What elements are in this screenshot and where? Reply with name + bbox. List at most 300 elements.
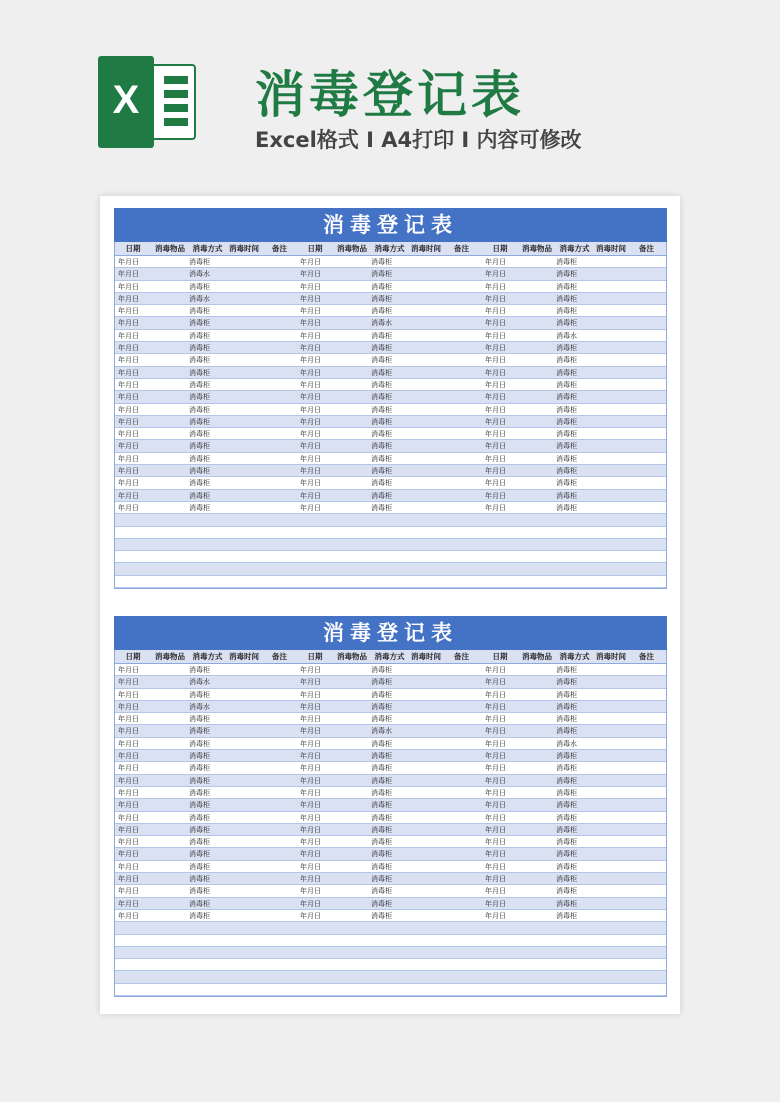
method-cell[interactable]: 消毒柜	[189, 788, 210, 797]
method-cell[interactable]: 消毒柜	[371, 875, 392, 884]
method-cell[interactable]: 消毒柜	[189, 838, 210, 847]
method-cell[interactable]: 消毒柜	[189, 307, 210, 316]
note-cell[interactable]	[629, 317, 664, 328]
time-cell[interactable]	[408, 738, 444, 749]
time-cell[interactable]	[408, 256, 444, 267]
time-cell[interactable]	[408, 502, 444, 513]
date-cell[interactable]: 年月日	[485, 503, 506, 512]
note-cell[interactable]	[262, 738, 297, 749]
item-cell[interactable]	[151, 268, 189, 279]
method-cell[interactable]: 消毒柜	[556, 344, 577, 353]
method-cell[interactable]: 消毒柜	[189, 380, 210, 389]
item-cell[interactable]	[518, 342, 556, 353]
time-cell[interactable]	[593, 713, 629, 724]
method-cell[interactable]: 消毒柜	[371, 899, 392, 908]
method-cell[interactable]: 消毒柜	[556, 479, 577, 488]
item-cell[interactable]	[151, 664, 189, 675]
method-cell[interactable]: 消毒柜	[371, 380, 392, 389]
note-cell[interactable]	[262, 689, 297, 700]
method-cell[interactable]: 消毒柜	[371, 801, 392, 810]
empty-row[interactable]	[115, 576, 666, 588]
date-cell[interactable]: 年月日	[300, 739, 321, 748]
item-cell[interactable]	[333, 689, 371, 700]
time-cell[interactable]	[408, 416, 444, 427]
method-cell[interactable]: 消毒柜	[371, 739, 392, 748]
method-cell[interactable]: 消毒柜	[556, 813, 577, 822]
note-cell[interactable]	[629, 713, 664, 724]
method-cell[interactable]: 消毒柜	[556, 393, 577, 402]
method-cell[interactable]: 消毒柜	[189, 739, 210, 748]
item-cell[interactable]	[333, 330, 371, 341]
time-cell[interactable]	[408, 787, 444, 798]
note-cell[interactable]	[444, 428, 479, 439]
method-cell[interactable]: 消毒柜	[189, 911, 210, 920]
item-cell[interactable]	[518, 317, 556, 328]
method-cell[interactable]: 消毒柜	[189, 887, 210, 896]
note-cell[interactable]	[444, 775, 479, 786]
date-cell[interactable]: 年月日	[485, 319, 506, 328]
date-cell[interactable]: 年月日	[485, 294, 506, 303]
date-cell[interactable]: 年月日	[300, 875, 321, 884]
time-cell[interactable]	[593, 898, 629, 909]
item-cell[interactable]	[333, 490, 371, 501]
item-cell[interactable]	[518, 873, 556, 884]
item-cell[interactable]	[518, 738, 556, 749]
method-cell[interactable]: 消毒柜	[189, 752, 210, 761]
method-cell[interactable]: 消毒柜	[556, 282, 577, 291]
note-cell[interactable]	[629, 762, 664, 773]
item-cell[interactable]	[151, 812, 189, 823]
item-cell[interactable]	[151, 898, 189, 909]
item-cell[interactable]	[518, 281, 556, 292]
date-cell[interactable]: 年月日	[118, 727, 139, 736]
item-cell[interactable]	[151, 256, 189, 267]
item-cell[interactable]	[151, 379, 189, 390]
date-cell[interactable]: 年月日	[485, 739, 506, 748]
time-cell[interactable]	[226, 465, 262, 476]
item-cell[interactable]	[151, 502, 189, 513]
note-cell[interactable]	[629, 725, 664, 736]
item-cell[interactable]	[151, 465, 189, 476]
item-cell[interactable]	[518, 293, 556, 304]
item-cell[interactable]	[151, 490, 189, 501]
note-cell[interactable]	[444, 367, 479, 378]
item-cell[interactable]	[151, 330, 189, 341]
item-cell[interactable]	[151, 453, 189, 464]
method-cell[interactable]: 消毒柜	[371, 491, 392, 500]
method-cell[interactable]: 消毒柜	[556, 678, 577, 687]
time-cell[interactable]	[593, 775, 629, 786]
empty-row[interactable]	[115, 551, 666, 563]
item-cell[interactable]	[333, 391, 371, 402]
date-cell[interactable]: 年月日	[485, 678, 506, 687]
note-cell[interactable]	[444, 440, 479, 451]
method-cell[interactable]: 消毒柜	[556, 838, 577, 847]
date-cell[interactable]: 年月日	[118, 850, 139, 859]
date-cell[interactable]: 年月日	[118, 368, 139, 377]
method-cell[interactable]: 消毒柜	[189, 319, 210, 328]
time-cell[interactable]	[593, 293, 629, 304]
date-cell[interactable]: 年月日	[118, 838, 139, 847]
date-cell[interactable]: 年月日	[300, 405, 321, 414]
note-cell[interactable]	[262, 799, 297, 810]
date-cell[interactable]: 年月日	[300, 331, 321, 340]
time-cell[interactable]	[408, 453, 444, 464]
empty-row[interactable]	[115, 563, 666, 575]
date-cell[interactable]: 年月日	[300, 380, 321, 389]
method-cell[interactable]: 消毒柜	[189, 503, 210, 512]
empty-row[interactable]	[115, 514, 666, 526]
item-cell[interactable]	[151, 799, 189, 810]
time-cell[interactable]	[226, 898, 262, 909]
note-cell[interactable]	[444, 750, 479, 761]
time-cell[interactable]	[408, 762, 444, 773]
date-cell[interactable]: 年月日	[300, 838, 321, 847]
method-cell[interactable]: 消毒柜	[371, 838, 392, 847]
item-cell[interactable]	[151, 293, 189, 304]
note-cell[interactable]	[262, 664, 297, 675]
item-cell[interactable]	[151, 836, 189, 847]
time-cell[interactable]	[408, 317, 444, 328]
note-cell[interactable]	[444, 689, 479, 700]
time-cell[interactable]	[593, 367, 629, 378]
item-cell[interactable]	[333, 440, 371, 451]
method-cell[interactable]: 消毒柜	[189, 356, 210, 365]
time-cell[interactable]	[593, 453, 629, 464]
time-cell[interactable]	[408, 750, 444, 761]
item-cell[interactable]	[333, 775, 371, 786]
time-cell[interactable]	[226, 330, 262, 341]
method-cell[interactable]: 消毒柜	[371, 270, 392, 279]
note-cell[interactable]	[629, 490, 664, 501]
item-cell[interactable]	[333, 861, 371, 872]
note-cell[interactable]	[629, 268, 664, 279]
method-cell[interactable]: 消毒柜	[556, 270, 577, 279]
time-cell[interactable]	[226, 762, 262, 773]
method-cell[interactable]: 消毒柜	[556, 715, 577, 724]
note-cell[interactable]	[262, 898, 297, 909]
date-cell[interactable]: 年月日	[300, 282, 321, 291]
item-cell[interactable]	[518, 898, 556, 909]
item-cell[interactable]	[333, 428, 371, 439]
method-cell[interactable]: 消毒柜	[189, 393, 210, 402]
method-cell[interactable]: 消毒柜	[371, 417, 392, 426]
method-cell[interactable]: 消毒柜	[189, 479, 210, 488]
item-cell[interactable]	[333, 873, 371, 884]
date-cell[interactable]: 年月日	[485, 838, 506, 847]
item-cell[interactable]	[333, 367, 371, 378]
item-cell[interactable]	[518, 762, 556, 773]
method-cell[interactable]: 消毒柜	[371, 666, 392, 674]
item-cell[interactable]	[333, 416, 371, 427]
time-cell[interactable]	[408, 490, 444, 501]
date-cell[interactable]: 年月日	[485, 368, 506, 377]
method-cell[interactable]: 消毒柜	[556, 887, 577, 896]
date-cell[interactable]: 年月日	[118, 491, 139, 500]
time-cell[interactable]	[408, 861, 444, 872]
note-cell[interactable]	[629, 416, 664, 427]
empty-row[interactable]	[115, 539, 666, 551]
note-cell[interactable]	[444, 664, 479, 675]
note-cell[interactable]	[444, 762, 479, 773]
item-cell[interactable]	[518, 490, 556, 501]
method-cell[interactable]: 消毒柜	[556, 294, 577, 303]
item-cell[interactable]	[333, 317, 371, 328]
date-cell[interactable]: 年月日	[300, 344, 321, 353]
date-cell[interactable]: 年月日	[485, 715, 506, 724]
date-cell[interactable]: 年月日	[300, 702, 321, 711]
date-cell[interactable]: 年月日	[118, 380, 139, 389]
item-cell[interactable]	[333, 885, 371, 896]
date-cell[interactable]: 年月日	[485, 764, 506, 773]
note-cell[interactable]	[629, 440, 664, 451]
item-cell[interactable]	[518, 379, 556, 390]
method-cell[interactable]: 消毒柜	[371, 911, 392, 920]
note-cell[interactable]	[629, 465, 664, 476]
date-cell[interactable]: 年月日	[300, 776, 321, 785]
note-cell[interactable]	[629, 848, 664, 859]
note-cell[interactable]	[444, 910, 479, 921]
method-cell[interactable]: 消毒柜	[371, 294, 392, 303]
note-cell[interactable]	[444, 330, 479, 341]
time-cell[interactable]	[593, 391, 629, 402]
date-cell[interactable]: 年月日	[300, 479, 321, 488]
date-cell[interactable]: 年月日	[485, 911, 506, 920]
note-cell[interactable]	[629, 379, 664, 390]
item-cell[interactable]	[333, 836, 371, 847]
date-cell[interactable]: 年月日	[485, 417, 506, 426]
date-cell[interactable]: 年月日	[485, 850, 506, 859]
method-cell[interactable]: 消毒水	[189, 294, 210, 303]
time-cell[interactable]	[226, 713, 262, 724]
note-cell[interactable]	[262, 873, 297, 884]
note-cell[interactable]	[262, 256, 297, 267]
date-cell[interactable]: 年月日	[485, 380, 506, 389]
date-cell[interactable]: 年月日	[300, 788, 321, 797]
item-cell[interactable]	[151, 848, 189, 859]
note-cell[interactable]	[629, 305, 664, 316]
method-cell[interactable]: 消毒柜	[371, 356, 392, 365]
time-cell[interactable]	[226, 342, 262, 353]
time-cell[interactable]	[593, 477, 629, 488]
method-cell[interactable]: 消毒柜	[189, 715, 210, 724]
item-cell[interactable]	[333, 354, 371, 365]
note-cell[interactable]	[262, 824, 297, 835]
method-cell[interactable]: 消毒柜	[371, 678, 392, 687]
note-cell[interactable]	[444, 848, 479, 859]
item-cell[interactable]	[333, 502, 371, 513]
time-cell[interactable]	[226, 725, 262, 736]
method-cell[interactable]: 消毒柜	[556, 467, 577, 476]
time-cell[interactable]	[408, 268, 444, 279]
method-cell[interactable]: 消毒柜	[189, 862, 210, 871]
time-cell[interactable]	[593, 689, 629, 700]
note-cell[interactable]	[629, 453, 664, 464]
time-cell[interactable]	[408, 391, 444, 402]
time-cell[interactable]	[408, 664, 444, 675]
item-cell[interactable]	[518, 502, 556, 513]
time-cell[interactable]	[408, 824, 444, 835]
method-cell[interactable]: 消毒柜	[189, 258, 210, 266]
date-cell[interactable]: 年月日	[118, 887, 139, 896]
date-cell[interactable]: 年月日	[485, 666, 506, 674]
date-cell[interactable]: 年月日	[300, 850, 321, 859]
time-cell[interactable]	[408, 713, 444, 724]
note-cell[interactable]	[444, 713, 479, 724]
date-cell[interactable]: 年月日	[118, 282, 139, 291]
item-cell[interactable]	[151, 750, 189, 761]
date-cell[interactable]: 年月日	[300, 911, 321, 920]
item-cell[interactable]	[151, 281, 189, 292]
note-cell[interactable]	[262, 502, 297, 513]
method-cell[interactable]: 消毒柜	[556, 405, 577, 414]
method-cell[interactable]: 消毒柜	[371, 405, 392, 414]
date-cell[interactable]: 年月日	[485, 887, 506, 896]
date-cell[interactable]: 年月日	[118, 801, 139, 810]
date-cell[interactable]: 年月日	[300, 467, 321, 476]
item-cell[interactable]	[333, 293, 371, 304]
method-cell[interactable]: 消毒柜	[371, 430, 392, 439]
note-cell[interactable]	[629, 799, 664, 810]
method-cell[interactable]: 消毒柜	[371, 368, 392, 377]
note-cell[interactable]	[629, 861, 664, 872]
date-cell[interactable]: 年月日	[118, 393, 139, 402]
date-cell[interactable]: 年月日	[118, 752, 139, 761]
item-cell[interactable]	[518, 799, 556, 810]
item-cell[interactable]	[333, 379, 371, 390]
item-cell[interactable]	[333, 676, 371, 687]
note-cell[interactable]	[444, 453, 479, 464]
item-cell[interactable]	[151, 885, 189, 896]
time-cell[interactable]	[593, 910, 629, 921]
date-cell[interactable]: 年月日	[485, 344, 506, 353]
time-cell[interactable]	[226, 750, 262, 761]
time-cell[interactable]	[408, 873, 444, 884]
time-cell[interactable]	[408, 305, 444, 316]
time-cell[interactable]	[408, 293, 444, 304]
time-cell[interactable]	[226, 799, 262, 810]
note-cell[interactable]	[629, 701, 664, 712]
time-cell[interactable]	[593, 354, 629, 365]
time-cell[interactable]	[593, 848, 629, 859]
method-cell[interactable]: 消毒柜	[189, 331, 210, 340]
note-cell[interactable]	[262, 750, 297, 761]
note-cell[interactable]	[629, 676, 664, 687]
note-cell[interactable]	[444, 787, 479, 798]
time-cell[interactable]	[593, 379, 629, 390]
method-cell[interactable]: 消毒柜	[189, 813, 210, 822]
date-cell[interactable]: 年月日	[300, 862, 321, 871]
note-cell[interactable]	[262, 885, 297, 896]
item-cell[interactable]	[333, 268, 371, 279]
note-cell[interactable]	[629, 428, 664, 439]
time-cell[interactable]	[226, 873, 262, 884]
date-cell[interactable]: 年月日	[300, 752, 321, 761]
method-cell[interactable]: 消毒水	[556, 739, 577, 748]
time-cell[interactable]	[408, 701, 444, 712]
time-cell[interactable]	[593, 330, 629, 341]
date-cell[interactable]: 年月日	[485, 307, 506, 316]
note-cell[interactable]	[629, 342, 664, 353]
note-cell[interactable]	[262, 812, 297, 823]
note-cell[interactable]	[629, 885, 664, 896]
method-cell[interactable]: 消毒柜	[556, 380, 577, 389]
note-cell[interactable]	[262, 281, 297, 292]
date-cell[interactable]: 年月日	[118, 454, 139, 463]
item-cell[interactable]	[151, 428, 189, 439]
time-cell[interactable]	[408, 367, 444, 378]
item-cell[interactable]	[333, 664, 371, 675]
method-cell[interactable]: 消毒柜	[189, 825, 210, 834]
date-cell[interactable]: 年月日	[118, 258, 139, 266]
item-cell[interactable]	[151, 713, 189, 724]
time-cell[interactable]	[408, 812, 444, 823]
item-cell[interactable]	[151, 738, 189, 749]
method-cell[interactable]: 消毒柜	[556, 356, 577, 365]
date-cell[interactable]: 年月日	[118, 739, 139, 748]
time-cell[interactable]	[593, 268, 629, 279]
note-cell[interactable]	[629, 293, 664, 304]
item-cell[interactable]	[518, 465, 556, 476]
time-cell[interactable]	[408, 404, 444, 415]
item-cell[interactable]	[518, 676, 556, 687]
date-cell[interactable]: 年月日	[118, 862, 139, 871]
item-cell[interactable]	[151, 725, 189, 736]
date-cell[interactable]: 年月日	[118, 666, 139, 674]
date-cell[interactable]: 年月日	[485, 393, 506, 402]
method-cell[interactable]: 消毒柜	[189, 727, 210, 736]
note-cell[interactable]	[444, 836, 479, 847]
date-cell[interactable]: 年月日	[300, 887, 321, 896]
date-cell[interactable]: 年月日	[300, 715, 321, 724]
item-cell[interactable]	[333, 898, 371, 909]
note-cell[interactable]	[262, 762, 297, 773]
time-cell[interactable]	[226, 689, 262, 700]
method-cell[interactable]: 消毒柜	[556, 801, 577, 810]
date-cell[interactable]: 年月日	[118, 911, 139, 920]
method-cell[interactable]: 消毒柜	[556, 776, 577, 785]
method-cell[interactable]: 消毒柜	[371, 442, 392, 451]
time-cell[interactable]	[593, 787, 629, 798]
note-cell[interactable]	[262, 701, 297, 712]
item-cell[interactable]	[518, 440, 556, 451]
note-cell[interactable]	[262, 775, 297, 786]
time-cell[interactable]	[593, 885, 629, 896]
date-cell[interactable]: 年月日	[118, 270, 139, 279]
time-cell[interactable]	[593, 490, 629, 501]
method-cell[interactable]: 消毒柜	[189, 430, 210, 439]
note-cell[interactable]	[262, 391, 297, 402]
method-cell[interactable]: 消毒柜	[371, 454, 392, 463]
method-cell[interactable]: 消毒柜	[371, 331, 392, 340]
note-cell[interactable]	[629, 330, 664, 341]
method-cell[interactable]: 消毒柜	[556, 788, 577, 797]
note-cell[interactable]	[444, 824, 479, 835]
time-cell[interactable]	[226, 404, 262, 415]
date-cell[interactable]: 年月日	[485, 491, 506, 500]
note-cell[interactable]	[444, 342, 479, 353]
time-cell[interactable]	[593, 836, 629, 847]
item-cell[interactable]	[151, 873, 189, 884]
time-cell[interactable]	[408, 848, 444, 859]
method-cell[interactable]: 消毒柜	[556, 875, 577, 884]
item-cell[interactable]	[333, 750, 371, 761]
date-cell[interactable]: 年月日	[485, 430, 506, 439]
item-cell[interactable]	[518, 836, 556, 847]
item-cell[interactable]	[151, 775, 189, 786]
time-cell[interactable]	[593, 738, 629, 749]
item-cell[interactable]	[333, 305, 371, 316]
